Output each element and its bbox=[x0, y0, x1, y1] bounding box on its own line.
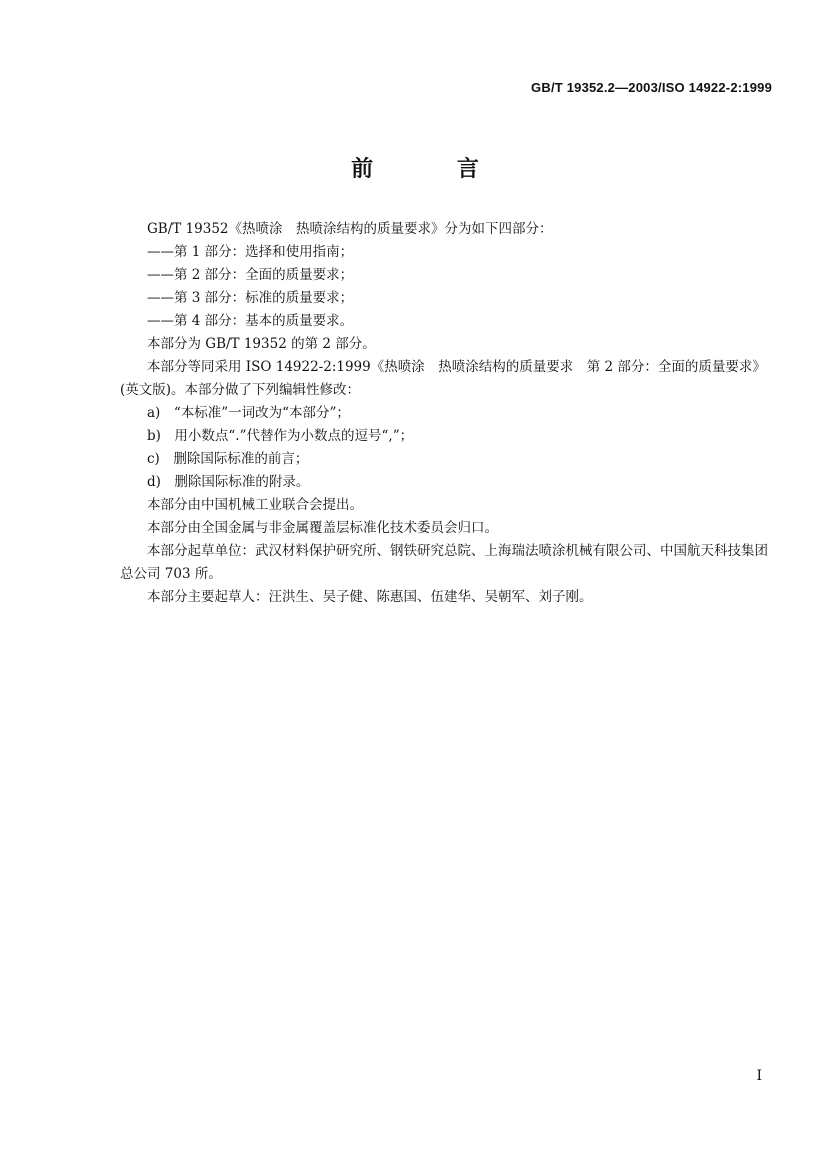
adoption-statement: 本部分等同采用 ISO 14922-2:1999《热喷涂 热喷涂结构的质量要求 第 2 部分：全面的质量要求》(英文版)。本部分做了下列编辑性修改： bbox=[120, 359, 766, 398]
page-title: 前 言 bbox=[351, 156, 517, 182]
part-list-item: ——第 1 部分：选择和使用指南； bbox=[147, 244, 354, 260]
proposer-statement: 本部分由中国机械工业联合会提出。 bbox=[147, 497, 363, 513]
part-list-item: ——第 3 部分：标准的质量要求； bbox=[147, 290, 354, 306]
committee-statement: 本部分由全国金属与非金属覆盖层标准化技术委员会归口。 bbox=[147, 520, 498, 536]
document-body bbox=[120, 218, 775, 609]
drafters: 本部分主要起草人：汪洪生、吴子健、陈惠国、伍建华、吴朝军、刘子刚。 bbox=[147, 589, 593, 605]
part-list-item: ——第 4 部分：基本的质量要求。 bbox=[147, 313, 354, 329]
modification-item: d) 删除国际标准的附录。 bbox=[147, 474, 310, 490]
page-number: I bbox=[756, 1068, 762, 1084]
modification-item: a) “本标准”一词改为“本部分”； bbox=[147, 405, 350, 421]
drafting-units: 本部分起草单位：武汉材料保护研究所、钢铁研究总院、上海瑞法喷涂机械有限公司、中国航天科技集团总公司 703 所。 bbox=[120, 543, 768, 582]
modification-item: c) 删除国际标准的前言； bbox=[147, 451, 309, 467]
intro-paragraph: GB/T 19352《热喷涂 热喷涂结构的质量要求》分为如下四部分： bbox=[147, 221, 553, 237]
standard-code-header: GB/T 19352.2—2003/ISO 14922-2:1999 bbox=[531, 80, 772, 95]
modification-item: b) 用小数点“.”代替作为小数点的逗号“,”； bbox=[147, 428, 414, 444]
part-statement: 本部分为 GB/T 19352 的第 2 部分。 bbox=[147, 336, 376, 352]
part-list-item: ——第 2 部分：全面的质量要求； bbox=[147, 267, 354, 283]
